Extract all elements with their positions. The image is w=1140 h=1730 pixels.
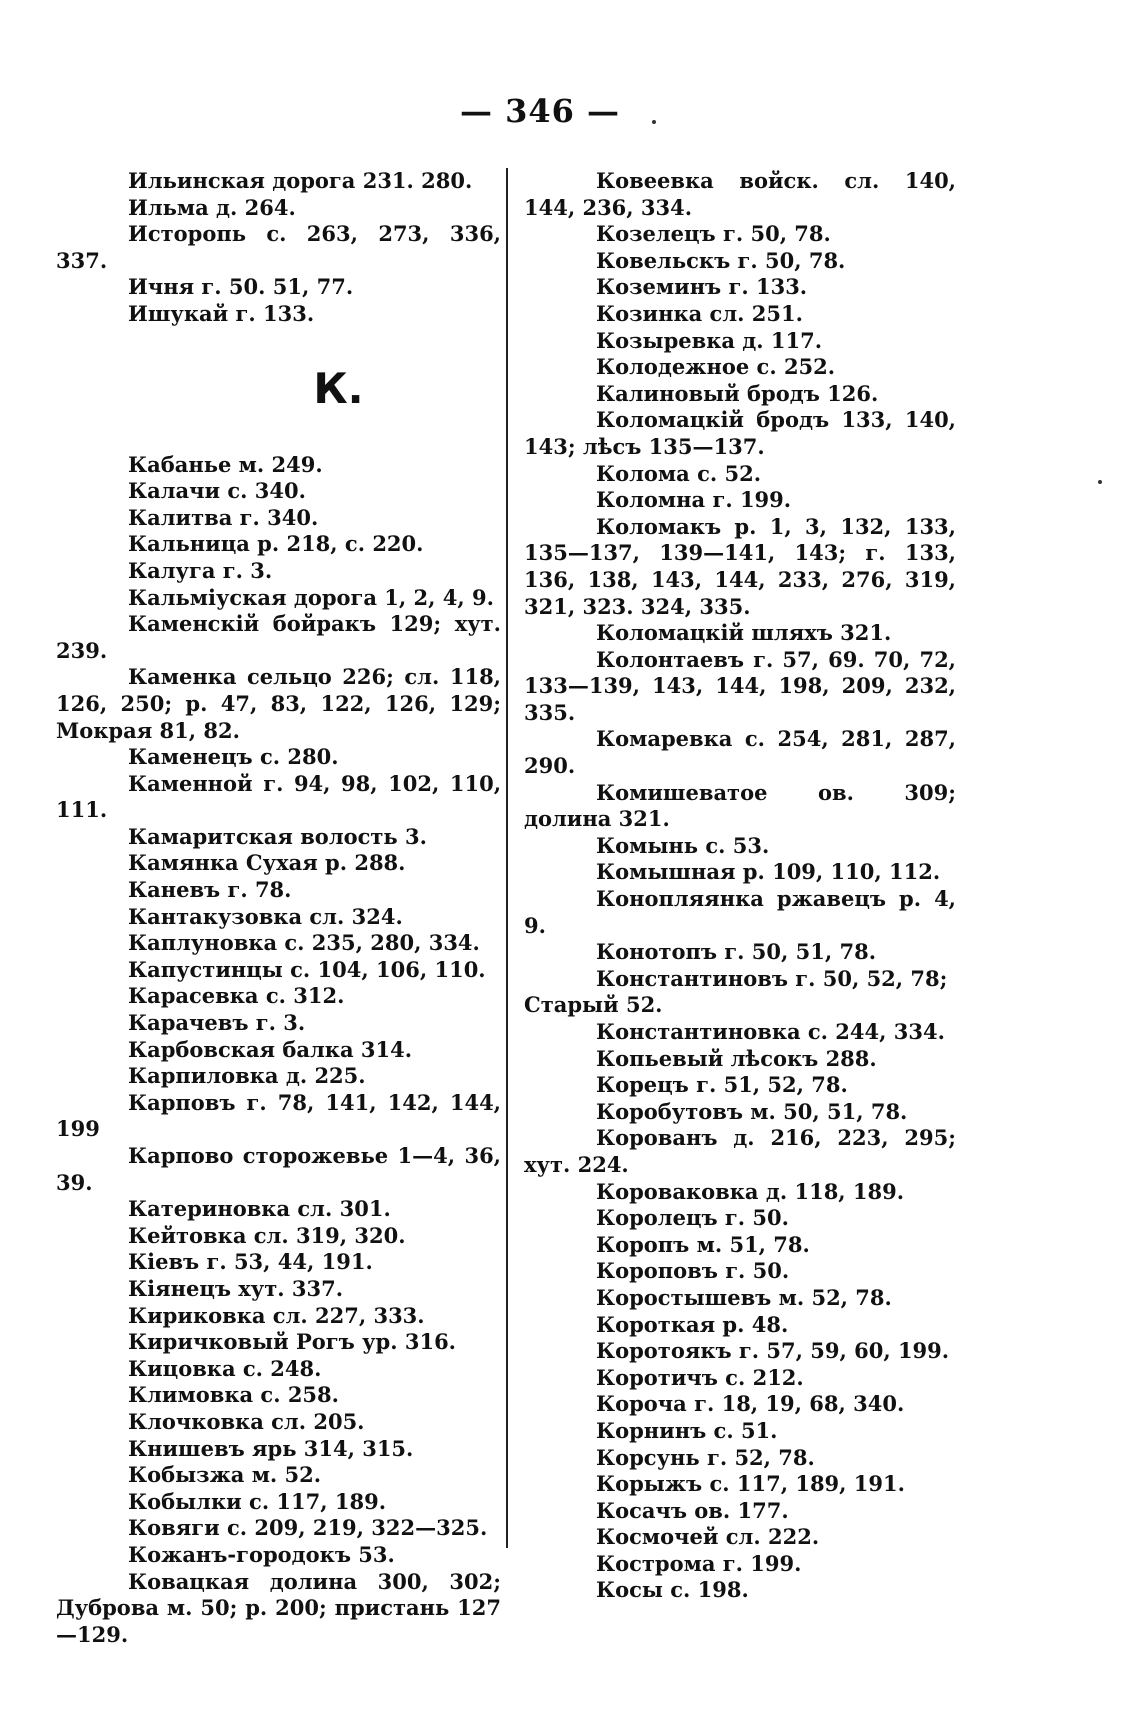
index-entry: Катериновка сл. 301. xyxy=(128,1196,391,1222)
index-entry: Корованъ д. 216, 223, 295; хут. 224. xyxy=(524,1125,956,1177)
index-entry: Кабанье м. 249. xyxy=(128,451,323,477)
index-entry: Камянка Сухая р. 288. xyxy=(128,850,406,876)
index-entry: Киричковый Рогъ ур. 316. xyxy=(128,1329,456,1355)
index-entry: Комаревка с. 254, 281, 287, 290. xyxy=(524,726,956,779)
index-entry: Каневъ г. 78. xyxy=(128,877,292,903)
index-entry: Каменецъ с. 280. xyxy=(128,744,339,770)
section-letter: К. xyxy=(313,363,364,413)
index-entry: Короваковка д. 118, 189. xyxy=(596,1178,905,1204)
index-entry: Коломацкій бродъ 133, 140, 143; лѣсъ 135—137. xyxy=(524,407,956,459)
index-entry: Коломна г. 199. xyxy=(596,487,792,513)
left-column xyxy=(56,168,501,1648)
index-entry: Кантакузовка сл. 324. xyxy=(128,903,403,929)
index-entry: Константиновка с. 244, 334. xyxy=(596,1019,945,1044)
index-entry: Козинка сл. 251. xyxy=(596,300,803,326)
index-entry: Коломакъ р. 1, 3, 132, 133, 135—137, 139—141, 143; г. 133, 136, 138, 143, 144, 233, 276, 319, 321, 323. 324, 335. xyxy=(524,513,956,619)
index-entry: Кицовка с. 248. xyxy=(128,1355,322,1381)
index-entry: Ковацкая долина 300, 302; Дуброва м. 50; р. 200; пристань 127—129. xyxy=(56,1568,501,1647)
index-entry: Калачи с. 340. xyxy=(128,478,306,504)
index-entry: Карасевка с. 312. xyxy=(128,983,345,1009)
index-entry: Корецъ г. 51, 52, 78. xyxy=(596,1072,848,1098)
index-entry: Калитва г. 340. xyxy=(128,504,319,530)
index-entry: Косы с. 198. xyxy=(596,1577,749,1603)
index-entry: Ковяги с. 209, 219, 322—325. xyxy=(128,1515,488,1541)
index-entry: Каплуновка с. 235, 280, 334. xyxy=(128,930,480,956)
print-speck xyxy=(1098,480,1102,484)
index-entry: Кальміуская дорога 1, 2, 4, 9. xyxy=(128,584,494,610)
index-entry: Короча г. 18, 19, 68, 340. xyxy=(596,1391,905,1417)
index-entry: Кожанъ-городокъ 53. xyxy=(128,1541,395,1567)
index-entry: Ильма д. 264. xyxy=(128,194,296,220)
index-entry: Коростышевъ м. 52, 78. xyxy=(596,1284,892,1310)
index-entry: Колодежное с. 252. xyxy=(596,354,836,380)
index-entry: Короповъ г. 50. xyxy=(596,1258,790,1284)
index-entry: Калуга г. 3. xyxy=(128,557,273,583)
index-entry: Капустинцы с. 104, 106, 110. xyxy=(128,956,486,982)
index-entry: Карбовская балка 314. xyxy=(128,1036,413,1062)
index-entry: Комишеватое ов. 309; долина 321. xyxy=(524,779,956,832)
index-entry: Каменскій бойракъ 129; хут. 239. xyxy=(56,611,501,663)
index-entry: Ичня г. 50. 51, 77. xyxy=(128,274,354,300)
print-speck xyxy=(652,120,656,124)
index-entry: Карачевъ г. 3. xyxy=(128,1010,306,1036)
index-entry: Каменной г. 94, 98, 102, 110, 111. xyxy=(56,770,501,823)
index-entry: Комышная р. 109, 110, 112. xyxy=(596,859,941,885)
index-entry: Корсунь г. 52, 78. xyxy=(596,1444,815,1470)
index-entry: Климовка с. 258. xyxy=(128,1382,339,1408)
index-entry: Кіянецъ хут. 337. xyxy=(128,1275,344,1301)
index-entry: Кострома г. 199. xyxy=(596,1550,802,1576)
index-entry: Карпиловка д. 225. xyxy=(128,1063,366,1089)
index-entry: Карповъ г. 78, 141, 142, 144, 199 xyxy=(56,1089,501,1142)
column-divider xyxy=(506,168,508,1548)
index-entry: Ковеевка войск. сл. 140, 144, 236, 334. xyxy=(524,168,956,220)
index-entry: Кіевъ г. 53, 44, 191. xyxy=(128,1249,373,1275)
index-entry: Клочковка сл. 205. xyxy=(128,1408,365,1434)
index-entry: Ишукай г. 133. xyxy=(128,300,315,326)
index-entry: Коземинъ г. 133. xyxy=(596,274,808,300)
page-number: — 346 — xyxy=(459,92,621,130)
index-entry: Кейтовка сл. 319, 320. xyxy=(128,1222,406,1248)
index-entry: Коротичъ с. 212. xyxy=(596,1364,804,1390)
index-entry: Старый 52. xyxy=(524,992,663,1018)
index-entry: Каменка сельцо 226; сл. 118, 126, 250; р. 47, 83, 122, 126, 129; Мокрая 81, 82. xyxy=(56,664,501,743)
index-entry: Колонтаевъ г. 57, 69. 70, 72, 133—139, 143, 144, 198, 209, 232, 335. xyxy=(524,646,956,725)
index-entry: Карпово сторожевье 1—4, 36, 39. xyxy=(56,1143,501,1195)
index-entry: Исторопь с. 263, 273, 336, 337. xyxy=(56,221,501,273)
index-entry: Колома с. 52. xyxy=(596,460,762,486)
index-entry: Короткая р. 48. xyxy=(596,1311,789,1337)
index-entry: Константиновъ г. 50, 52, 78; xyxy=(596,965,948,991)
index-entry: Кобылки с. 117, 189. xyxy=(128,1488,387,1514)
index-entry: Космочей сл. 222. xyxy=(596,1524,820,1550)
index-entry: Камаритская волость 3. xyxy=(128,823,427,849)
index-entry: Кальница р. 218, с. 220. xyxy=(128,531,424,557)
index-entry: Коломацкій шляхъ 321. xyxy=(596,620,892,646)
index-entry: Конопляянка ржавецъ р. 4, 9. xyxy=(524,886,956,938)
index-entry: Козыревка д. 117. xyxy=(596,327,823,353)
index-entry: Калиновый бродъ 126. xyxy=(596,380,879,406)
index-entry: Книшевъ ярь 314, 315. xyxy=(128,1435,414,1461)
index-entry: Конотопъ г. 50, 51, 78. xyxy=(596,939,877,965)
index-entry: Коротоякъ г. 57, 59, 60, 199. xyxy=(596,1338,950,1364)
index-entry: Коробутовъ м. 50, 51, 78. xyxy=(596,1098,908,1124)
index-entry: Корыжъ с. 117, 189, 191. xyxy=(596,1471,905,1497)
right-column xyxy=(524,168,956,1604)
index-entry: Коропъ м. 51, 78. xyxy=(596,1231,810,1257)
index-entry: Кобызжа м. 52. xyxy=(128,1462,322,1488)
index-entry: Косачъ ов. 177. xyxy=(596,1497,789,1523)
index-entry: Ковельскъ г. 50, 78. xyxy=(596,247,846,273)
index-entry: Копьевый лѣсокъ 288. xyxy=(596,1045,877,1071)
index-entry: Ильинская дорога 231. 280. xyxy=(128,168,473,193)
index-entry: Комынь с. 53. xyxy=(596,832,770,858)
index-entry: Королецъ г. 50. xyxy=(596,1205,789,1231)
index-entry: Кириковка сл. 227, 333. xyxy=(128,1302,425,1328)
index-entry: Козелецъ г. 50, 78. xyxy=(596,221,831,247)
index-entry: Корнинъ с. 51. xyxy=(596,1417,778,1443)
